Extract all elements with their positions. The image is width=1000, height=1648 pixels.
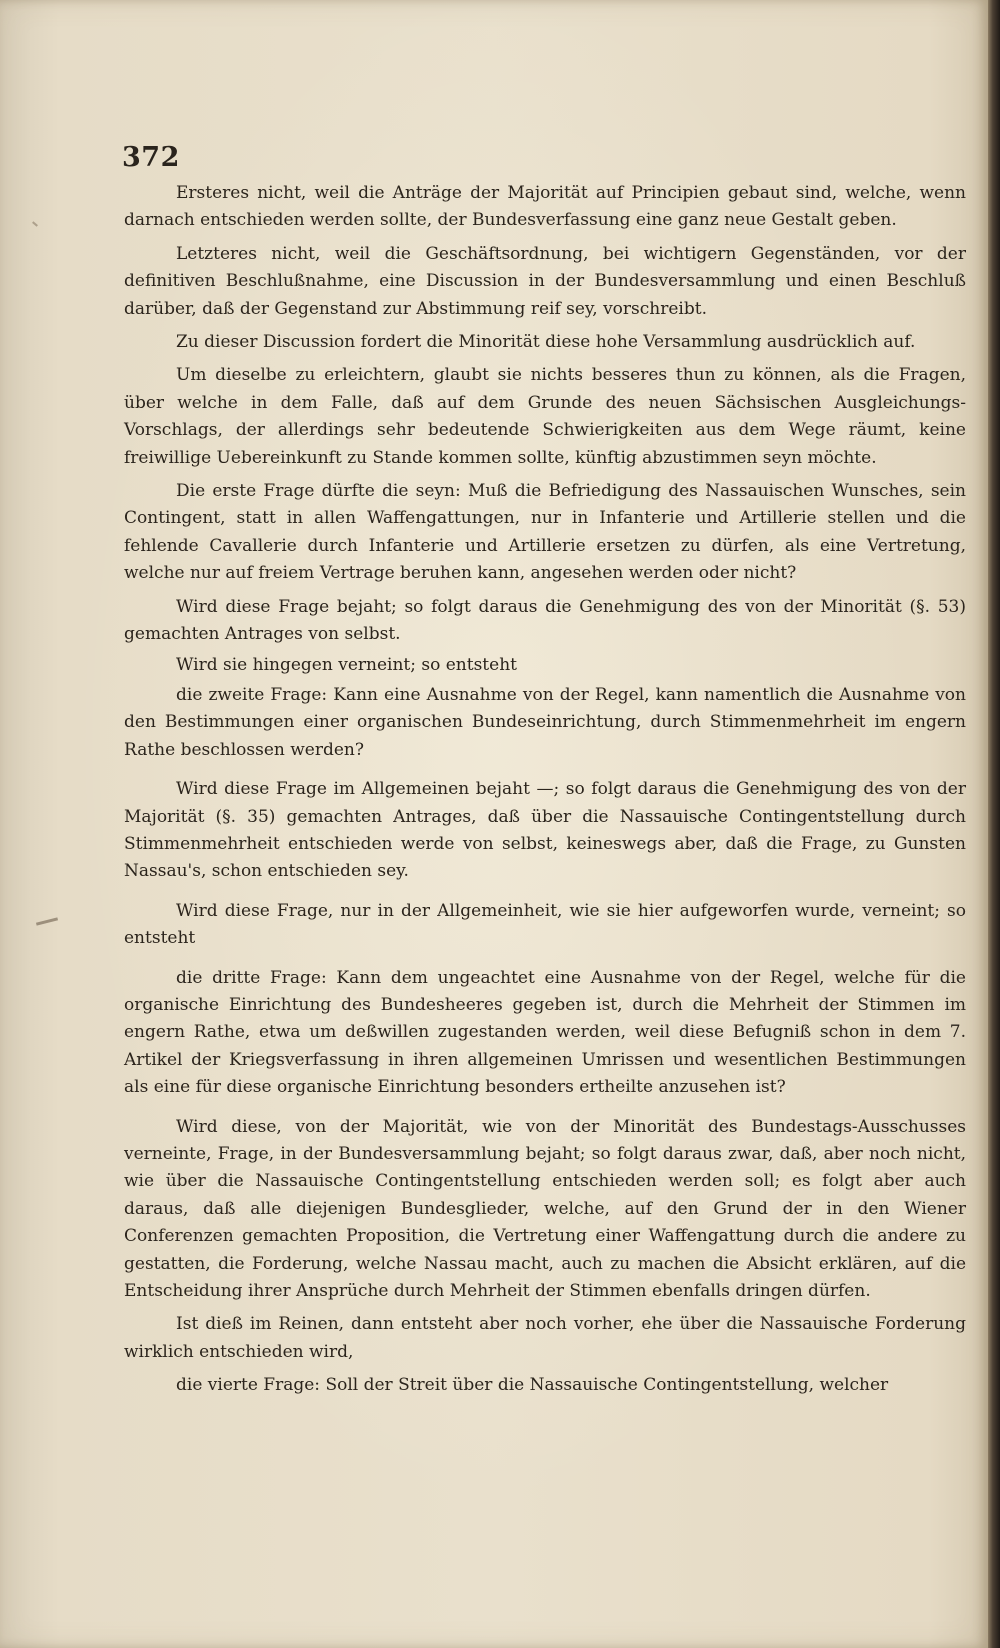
book-edge [988, 0, 1000, 1648]
paragraph: Wird diese Frage im Allgemeinen bejaht —; so folgt daraus die Genehmigung des von der Majorität (§. 35) gemachten Antrages, daß über die Nassauische Contingentstellung durch Stimmenmehrheit entschieden werde von selbst, keineswegs aber, daß die Frage, zu Gunsten Nassau's, schon entschieden sey. [124, 779, 966, 882]
paragraph: Zu dieser Discussion fordert die Minorität diese hohe Versammlung ausdrücklich auf. [176, 332, 916, 353]
paragraph: Die erste Frage dürfte die seyn: Muß die Befriedigung des Nassauischen Wunsches, sein Contingent, statt in allen Waffengattungen, nur in Infanterie und Artillerie stellen und die fehlende Cavallerie durch Infanterie und Artillerie ersetzen zu dürfen, als eine Vertretung, welche nur auf freiem Vertrage beruhen kann, angesehen werden oder nicht? [124, 481, 966, 584]
paragraph: Ersteres nicht, weil die Anträge der Majorität auf Principien gebaut sind, welche, wenn darnach entschieden werden sollte, der Bundesverfassung eine ganz neue Gestalt geben. [124, 183, 966, 231]
question-paragraph: die vierte Frage: Soll der Streit über die Nassauische Contingentstellung, welcher [176, 1375, 889, 1396]
margin-mark [36, 917, 58, 925]
question-paragraph: die zweite Frage: Kann eine Ausnahme von der Regel, kann namentlich die Ausnahme von den Bestimmungen einer organischen Bundeseinrichtung, durch Stimmenmehrheit im engern Rathe beschlossen werden? [124, 684, 966, 760]
paragraph: Wird diese, von der Majorität, wie von der Minorität des Bundestags-Ausschusses verneinte, Frage, in der Bundesversammlung bejaht; so folgt daraus zwar, daß, aber noch nicht, wie über die Nassauische Contingentstellung entschieden werden soll; es folgt aber auch daraus, daß alle diejenigen Bundesglieder, welche, auf den Grund der in den Wiener Conferenzen gemachten Proposition, die Vertretung einer Waffengattung durch die andere zu gestatten, die Forderung, welche Nassau macht, auch zu machen die Absicht erklären, auf die Entscheidung ihrer Ansprüche durch Mehrheit der Stimmen ebenfalls dringen dürfen. [124, 1116, 966, 1302]
margin-mark [32, 221, 38, 226]
page-number: 372 [122, 142, 180, 173]
body-text [124, 180, 966, 1400]
paragraph: Wird sie hingegen verneint; so entsteht [176, 654, 517, 675]
paragraph: Letzteres nicht, weil die Geschäftsordnung, bei wichtigern Gegenständen, vor der definitiven Beschlußnahme, eine Discussion in der Bundesversammlung und einen Beschluß darüber, daß der Gegenstand zur Abstimmung reif sey, vorschreibt. [124, 243, 966, 319]
paragraph: Wird diese Frage, nur in der Allgemeinheit, wie sie hier aufgeworfen wurde, verneint; so entsteht [124, 900, 966, 949]
question-paragraph: die dritte Frage: Kann dem ungeachtet eine Ausnahme von der Regel, welche für die organische Einrichtung des Bundesheeres gegeben ist, durch die Mehrheit der Stimmen im engern Rathe, etwa um deßwillen zugestanden werden, weil diese Befugniß schon in dem 7. Artikel der Kriegsverfassung in ihren allgemeinen Umrissen und wesentlichen Bestimmungen als eine für diese organische Einrichtung besonders ertheilte anzusehen ist? [124, 967, 966, 1098]
paragraph: Wird diese Frage bejaht; so folgt daraus die Genehmigung des von der Minorität (§. 53) gemachten Antrages von selbst. [124, 596, 966, 645]
paragraph: Ist dieß im Reinen, dann entsteht aber noch vorher, ehe über die Nassauische Forderung wirklich entschieden wird, [124, 1314, 966, 1362]
paragraph: Um dieselbe zu erleichtern, glaubt sie nichts besseres thun zu können, als die Fragen, über welche in dem Falle, daß auf dem Grunde des neuen Sächsischen Ausgleichungs-Vorschlags, der allerdings sehr bedeutende Schwierigkeiten aus dem Wege räumt, keine freiwillige Uebereinkunft zu Stande kommen sollte, künftig abzustimmen seyn möchte. [124, 365, 966, 468]
